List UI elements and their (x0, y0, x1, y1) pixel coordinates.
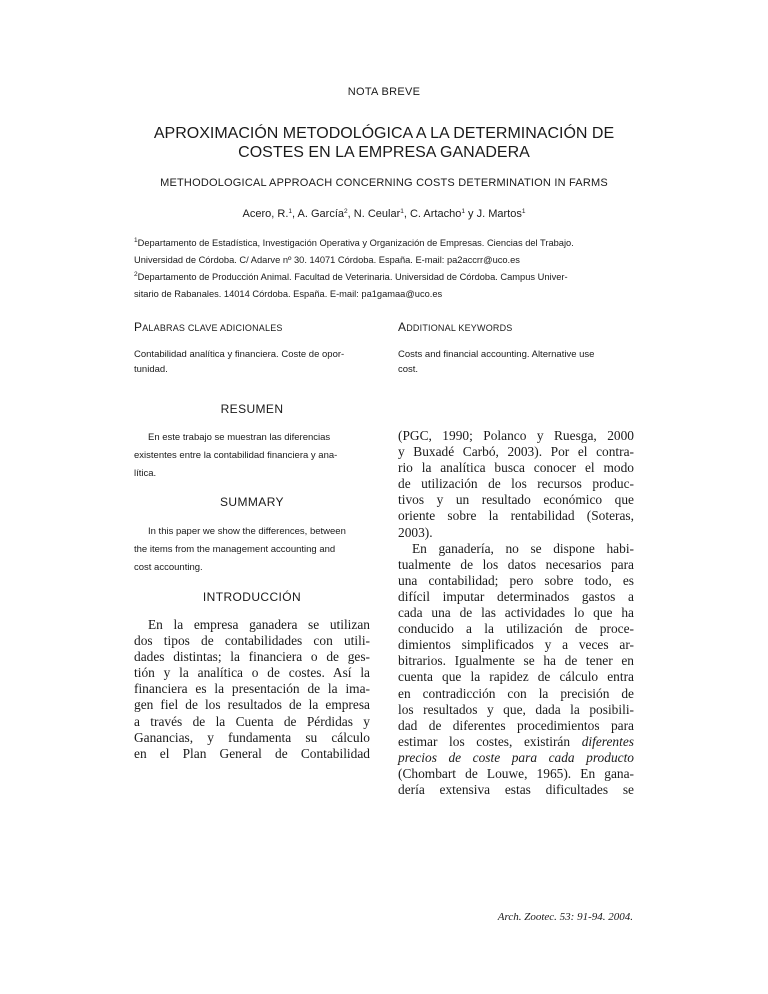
english-title: METHODOLOGICAL APPROACH CONCERNING COSTS DETERMINATION IN FARMS (160, 177, 608, 189)
author-name: C. Artacho (409, 208, 462, 220)
affiliation-mark: 1 (461, 208, 465, 215)
body-line: En ganadería, no se dispone habi- (412, 540, 634, 556)
summary-text (134, 523, 346, 577)
affiliation-mark: 1 (521, 208, 526, 215)
heading-initial: P (134, 320, 143, 334)
body-line: y Buxadé Carbó, 2003). Por el contra- (398, 444, 634, 460)
affiliation-mark: 1 (288, 208, 293, 215)
affiliation-mark: 1 (400, 208, 404, 215)
article-title (120, 124, 648, 162)
body-line: tión y la analítica o de costes. Así la (134, 665, 370, 681)
affiliation-mark: 1 (134, 237, 138, 244)
separator: , (403, 208, 410, 220)
keywords-en (398, 347, 594, 377)
body-text: estimar los costes, existirán (398, 733, 582, 749)
section-label: NOTA BREVE (347, 86, 421, 98)
affiliation-line (134, 235, 634, 252)
abstract-line: the items from the management accounting and (134, 544, 336, 555)
heading-rest: DDITIONAL KEYWORDS (406, 323, 513, 333)
author-name: J. Martos (476, 208, 522, 220)
body-line: cuenta que la rapidez de cálculo entra (398, 669, 634, 685)
body-line: dimientos simplificados y a veces ar- (398, 637, 634, 653)
intro-right-column (398, 428, 634, 798)
resumen-text (134, 429, 337, 483)
keywords-line: Contabilidad analítica y financiera. Coste de opor- (134, 349, 345, 360)
separator: , (347, 208, 354, 220)
affiliation-text: Departamento de Estadística, Investigación Operativa y Organización de Empresas. Ciencias del Trabajo. (137, 238, 574, 248)
body-line: cada una de las actividades lo que ha (398, 605, 634, 621)
body-line: a través de la Cuenta de Pérdidas y (134, 713, 370, 729)
body-line: conducido a la utilización de proce- (398, 621, 634, 637)
author-name: Acero, R. (242, 208, 289, 220)
intro-left-column (134, 617, 370, 762)
body-line: financiera es la presentación de la ima- (134, 681, 370, 697)
affiliation-text: Departamento de Producción Animal. Facultad de Veterinaria. Universidad de Córdoba. Campus Univer- (137, 272, 568, 282)
affiliations (134, 235, 634, 303)
author-name: A. García (297, 208, 345, 220)
introduccion-heading: INTRODUCCIÓN (202, 590, 302, 604)
body-line: oriente sobre la rentabilidad (Soteras, (398, 508, 634, 524)
body-line: (PGC, 1990; Polanco y Ruesga, 2000 (398, 428, 634, 443)
affiliation-mark: 2 (344, 208, 348, 215)
affiliation-line: Universidad de Córdoba. C/ Adarve nº 30. 14071 Córdoba. España. E-mail: pa2accrr@uco.es (134, 255, 520, 265)
body-line: en contradicción con la precisión de (398, 685, 634, 701)
keywords-line: cost. (398, 364, 419, 375)
body-line (398, 734, 634, 750)
separator: , (292, 208, 298, 220)
body-line: (Chombart de Louwe, 1965). En gana- (398, 765, 634, 781)
separator: y (464, 208, 477, 220)
body-line: Ganancias, y fundamenta su cálculo (134, 729, 370, 745)
abstract-line: lítica. (134, 468, 157, 479)
body-line: dos tipos de contabilidades con utili- (134, 633, 370, 649)
body-line: En la empresa ganadera se utilizan (148, 617, 370, 632)
body-line: tualmente de los datos necesarios para (398, 556, 634, 572)
keywords-line: tunidad. (134, 364, 168, 375)
title-line: APROXIMACIÓN METODOLÓGICA A LA DETERMINACIÓN DE (153, 125, 615, 142)
body-line: dad de diferentes procedimientos para (398, 717, 634, 733)
keywords-en-heading (398, 320, 513, 334)
emphasis-text: diferentes (581, 733, 634, 749)
resumen-heading: RESUMEN (220, 402, 284, 416)
body-line: de utilización de los recursos produc- (398, 476, 634, 492)
body-line (398, 750, 634, 766)
abstract-line: In this paper we show the differences, between (148, 526, 346, 537)
author-name: N. Ceular (353, 208, 401, 220)
summary-heading: SUMMARY (220, 495, 284, 509)
abstract-line: cost accounting. (134, 562, 203, 573)
body-line: tivos y un resultado económico que (398, 492, 634, 508)
body-line: 2003). (398, 524, 433, 540)
author-list (0, 208, 768, 220)
keywords-line: Costs and financial accounting. Alternative use (398, 349, 595, 360)
body-line: los resultados y que, dada la posibili- (398, 701, 634, 717)
emphasis-text: precios de coste para cada producto (398, 749, 634, 765)
body-line: bitrarios. Igualmente se ha de tener en (398, 653, 634, 669)
heading-initial: A (398, 320, 407, 334)
abstract-line: existentes entre la contabilidad financiera y ana- (134, 450, 338, 461)
body-line: gen fiel de los resultados de la empresa (134, 697, 370, 713)
body-line: una contabilidad; pero sobre todo, es (398, 572, 634, 588)
affiliation-line (134, 269, 634, 286)
title-line: COSTES EN LA EMPRESA GANADERA (238, 144, 530, 161)
abstract-line: En este trabajo se muestran las diferencias (148, 432, 331, 443)
body-line: en el Plan General de Contabilidad (134, 745, 370, 761)
affiliation-mark: 2 (134, 271, 138, 278)
body-line: difícil imputar determinados gastos a (398, 588, 634, 604)
journal-citation: Arch. Zootec. 53: 91-94. 2004. (497, 911, 633, 923)
body-line: dades distintas; la financiera o de ges- (134, 649, 370, 665)
body-line: dería extensiva estas dificultades se (398, 782, 634, 798)
keywords-es-heading (134, 320, 283, 334)
body-line: rio la analítica busca conocer el modo (398, 460, 634, 476)
affiliation-line: sitario de Rabanales. 14014 Córdoba. España. E-mail: pa1gamaa@uco.es (134, 289, 443, 299)
heading-rest: ALABRAS CLAVE ADICIONALES (142, 323, 283, 333)
keywords-es (134, 347, 344, 377)
